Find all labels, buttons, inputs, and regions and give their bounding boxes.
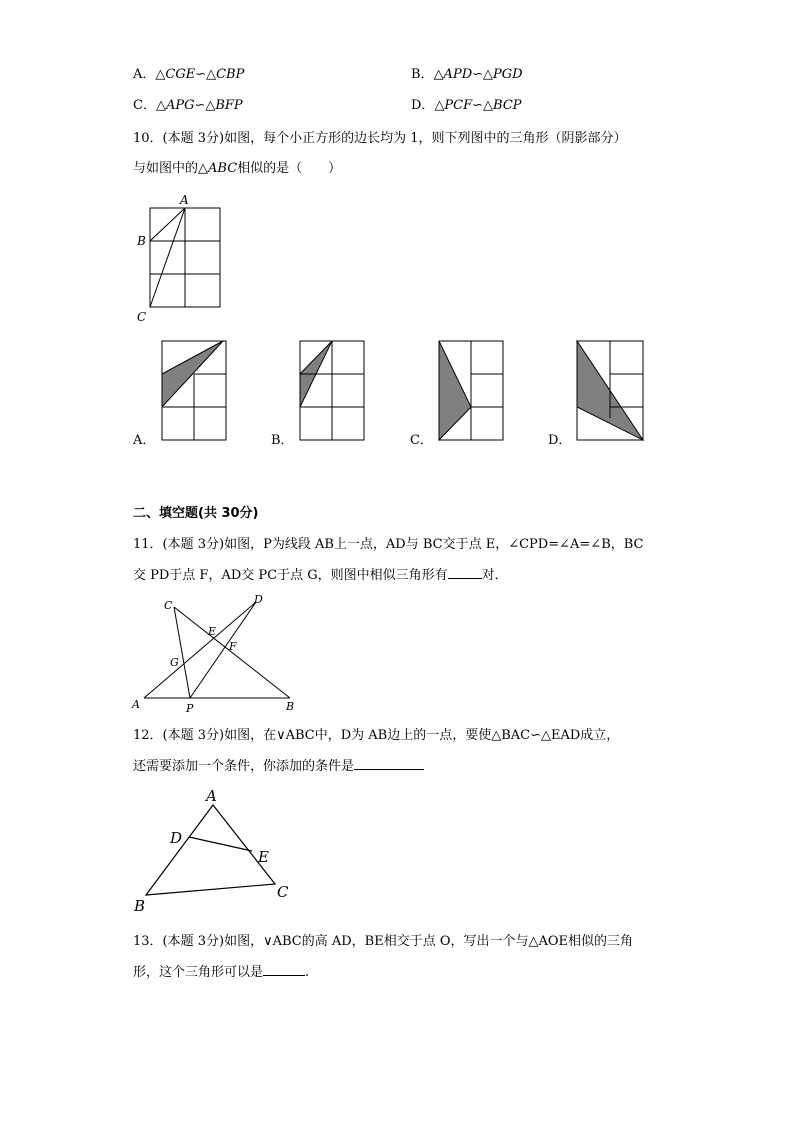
q10-option-a-label: A． (133, 433, 156, 448)
question-text: 交 PD于点 F，AD交 PC于点 G，则图中相似三角形有 (133, 568, 448, 583)
q11-line2 (133, 566, 508, 585)
label-d: D (254, 593, 263, 606)
q10-option-c-figure (438, 340, 506, 442)
q10-option-b-figure (299, 340, 367, 442)
shaded-triangle (439, 341, 471, 440)
question-text: 对． (481, 568, 508, 583)
q13-line2 (133, 963, 309, 982)
q11-line1 (133, 536, 643, 554)
question-prefix: 10．(本题 3分) (133, 131, 225, 146)
label-c: C (137, 310, 147, 324)
section-heading: 二、填空题(共 30分) (133, 506, 259, 521)
q11-figure (130, 590, 300, 715)
question-text: 如图，P为线段 AB上一点，AD与 BC交于点 E，∠CPD=∠A=∠B，BC (224, 537, 644, 552)
segment-de (189, 837, 252, 851)
label-b: B (286, 700, 295, 713)
q9-option-c (133, 97, 243, 115)
q10-option-c-label: C． (410, 433, 433, 448)
q12-figure (130, 785, 300, 915)
label-c: C (164, 599, 173, 612)
q10-line1 (133, 130, 627, 148)
triangle-abc (146, 805, 275, 895)
q12-line1 (133, 727, 619, 745)
option-text: △APG∽△BFP (155, 98, 243, 113)
label-e: E (208, 625, 217, 638)
question-prefix: 11．(本题 3分) (133, 537, 225, 552)
question-prefix: 12．(本题 3分) (133, 728, 225, 743)
triangle-abc (150, 208, 185, 307)
label-p: P (186, 702, 194, 715)
q9-option-a (133, 66, 244, 84)
option-text: △CGE∽△CBP (155, 67, 245, 82)
label-a: A (180, 193, 189, 207)
segment-cp (174, 607, 190, 698)
answer-blank[interactable] (263, 963, 305, 976)
q10-option-d-figure (576, 340, 646, 442)
question-text: 如图，在∨ABC中，D为 AB边上的一点，要使△BAC∽△EAD成立， (224, 728, 620, 743)
q9-option-b (411, 66, 523, 84)
question-prefix: 13．(本题 3分) (133, 934, 225, 949)
option-label: C． (133, 98, 156, 113)
label-c: C (277, 883, 289, 901)
option-label: B． (411, 67, 434, 82)
label-b: B (134, 897, 146, 915)
question-text: 形，这个三角形可以是 (133, 965, 264, 980)
option-label: A． (133, 67, 156, 82)
q9-option-d (411, 97, 522, 115)
answer-blank[interactable] (448, 566, 482, 579)
label-a: A (132, 698, 140, 711)
label-d: D (170, 829, 183, 847)
q10-line2 (133, 160, 341, 178)
label-e: E (258, 848, 269, 866)
question-text: 与如图中的 (133, 161, 199, 176)
question-text: 相似的是（ ） (237, 161, 342, 176)
question-text: 还需要添加一个条件，你添加的条件是 (133, 759, 355, 774)
label-f: F (229, 640, 237, 653)
option-text: △APD∽△PGD (433, 67, 523, 82)
answer-blank[interactable] (354, 757, 424, 770)
question-text: 如图，每个小正方形的边长均为 1，则下列图中的三角形（阴影部分） (224, 131, 627, 146)
q12-line2 (133, 757, 424, 776)
label-b: B (137, 234, 146, 248)
question-text: . (305, 965, 310, 980)
q10-option-a-figure (161, 340, 229, 442)
option-label: D． (411, 98, 435, 113)
q13-line1 (133, 933, 633, 951)
q10-option-b-label: B． (271, 433, 294, 448)
q10-option-d-label: D． (548, 433, 572, 448)
option-text: △PCF∽△BCP (434, 98, 522, 113)
triangle-name: △ABC (198, 161, 238, 176)
question-text: 如图，∨ABC的高 AD，BE相交于点 O，写出一个与△AOE相似的三角 (224, 934, 634, 949)
label-g: G (170, 656, 179, 669)
q10-main-figure (130, 190, 230, 325)
label-a: A (206, 787, 217, 805)
